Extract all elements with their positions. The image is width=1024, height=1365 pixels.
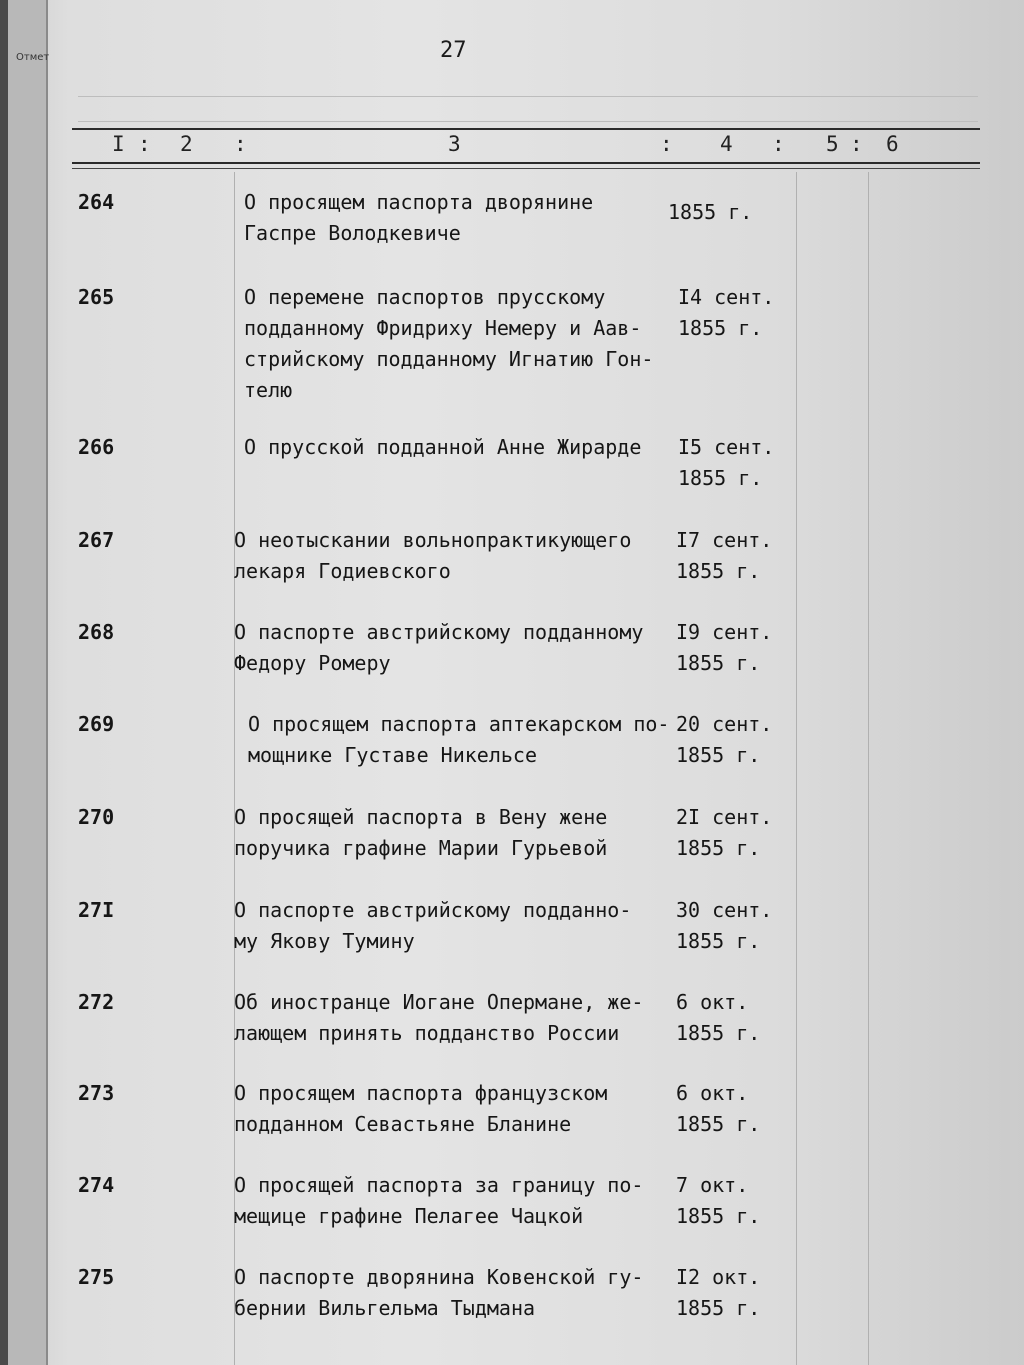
entry-date: I9 сент. 1855 г. xyxy=(676,620,773,675)
bleed-through-header xyxy=(78,96,978,122)
entry-date: I2 окт. 1855 г. xyxy=(676,1265,761,1320)
entry-number: 274 xyxy=(78,1173,115,1197)
margin-mark: Отмет xyxy=(16,52,50,63)
entry-date: 6 окт. 1855 г. xyxy=(676,1081,761,1136)
column-number: 5 xyxy=(826,132,839,156)
entry-number: 275 xyxy=(78,1265,115,1289)
column-separator-mark: : xyxy=(660,132,673,156)
entry-number: 272 xyxy=(78,990,115,1014)
column-number: 6 xyxy=(886,132,899,156)
entry-number: 267 xyxy=(78,528,115,552)
entry-title: О паспорте австрийскому подданному Федору Ромеру xyxy=(234,620,644,675)
entry-title: О прусской подданной Анне Жирарде xyxy=(244,435,642,459)
column-separator-mark: : xyxy=(234,132,247,156)
entry-date: 2I сент. 1855 г. xyxy=(676,805,773,860)
column-number: 2 xyxy=(180,132,193,156)
entry-number: 270 xyxy=(78,805,115,829)
entry-date: I5 сент. 1855 г. xyxy=(678,435,775,490)
entry-date: 6 окт. 1855 г. xyxy=(676,990,761,1045)
column-number: 3 xyxy=(448,132,461,156)
entry-date: I7 сент. 1855 г. xyxy=(676,528,773,583)
entry-number: 266 xyxy=(78,435,115,459)
entry-date: I4 сент. 1855 г. xyxy=(678,285,775,340)
column-number: 4 xyxy=(720,132,733,156)
entry-title: О паспорте австрийскому подданно- му Якову Тумину xyxy=(234,898,632,953)
entry-title: О паспорте дворянина Ковенской гу- бернии Вильгельма Тыдмана xyxy=(234,1265,644,1320)
previous-page-edge xyxy=(8,0,48,1365)
column-separator-mark: : xyxy=(772,132,785,156)
header-double-rule xyxy=(72,168,980,169)
document-page xyxy=(8,0,1024,1365)
entry-number: 273 xyxy=(78,1081,115,1105)
entry-title: О просящей паспорта за границу по- мещице графине Пелагее Чацкой xyxy=(234,1173,644,1228)
column-number: I xyxy=(112,132,125,156)
header-top-rule xyxy=(72,128,980,130)
entry-title: О перемене паспортов прусскому подданному Фридриху Немеру и Аав- стрийскому подданному Игнатию Гон- телю xyxy=(244,285,654,402)
column-separator-mark: : xyxy=(138,132,151,156)
entry-title: О просящем паспорта дворянине Гаспре Володкевиче xyxy=(244,190,594,245)
entry-number: 268 xyxy=(78,620,115,644)
entry-number: 264 xyxy=(78,190,115,214)
column-divider xyxy=(868,172,869,1365)
entry-title: О просящей паспорта в Вену жене поручика графине Марии Гурьевой xyxy=(234,805,608,860)
header-bottom-rule xyxy=(72,162,980,164)
entry-date: 1855 г. xyxy=(668,200,753,224)
entry-title: Об иностранце Иогане Опермане, же- лающем принять подданство России xyxy=(234,990,644,1045)
entry-title: О просящем паспорта французском подданном Севастьяне Бланине xyxy=(234,1081,608,1136)
entry-title: О просящем паспорта аптекарском по- мощнике Густаве Никельсе xyxy=(248,712,670,767)
entry-date: 7 окт. 1855 г. xyxy=(676,1173,761,1228)
entry-date: 30 сент. 1855 г. xyxy=(676,898,773,953)
entry-title: О неотыскании вольнопрактикующего лекаря Годиевского xyxy=(234,528,632,583)
column-separator-mark: : xyxy=(850,132,863,156)
page-number: 27 xyxy=(440,38,467,63)
entry-number: 269 xyxy=(78,712,115,736)
entry-number: 265 xyxy=(78,285,115,309)
entry-number: 27I xyxy=(78,898,115,922)
entry-date: 20 сент. 1855 г. xyxy=(676,712,773,767)
